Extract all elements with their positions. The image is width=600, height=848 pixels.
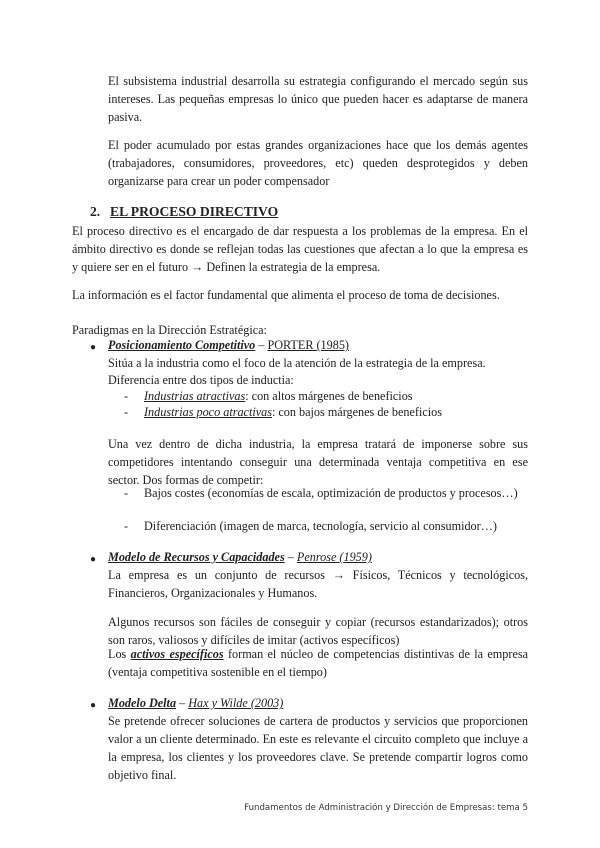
delta-paragraph-1: Se pretende ofrecer soluciones de cartera de productos y servicios que proporcionen valor a un cliente determinado. En este es relevante el circuito completo que incluye a la empresa, los clientes y los proveedores clave. Se pretende compartir logros como objetivo final. bbox=[108, 714, 528, 782]
dash-icon: - bbox=[124, 519, 129, 533]
intro-paragraph-1: El subsistema industrial desarrolla su estrategia configurando el mercado según sus intereses. Las pequeñas empresas lo único que pueden hacer es adaptarse de manera pasiva. bbox=[108, 74, 528, 124]
section-paragraph-1: El proceso directivo es el encargado de dar respuesta a los problemas de la empresa. En el ámbito directivo es donde se reflejan todas las cuestiones que afectan a lo que la empresa es y quiere ser en el futuro → Definen la estrategia de la empresa. bbox=[72, 224, 528, 274]
bullet-icon: ● bbox=[90, 700, 97, 711]
section-heading bbox=[90, 203, 278, 221]
industry-term-2: Industrias poco atractivas bbox=[144, 405, 272, 419]
intro-paragraph-2: El poder acumulado por estas grandes organizaciones hace que los demás agentes (trabajadores, consumidores, proveedores, etc) queden desprotegidos y deben organizarse para crear un poder compensador bbox=[108, 138, 528, 188]
section-number: 2. bbox=[90, 204, 101, 219]
porter-heading bbox=[108, 336, 528, 354]
industry-term-1: Industrias atractivas bbox=[144, 389, 246, 403]
resources-term: activos específicos bbox=[130, 647, 224, 661]
porter-title: Posicionamiento Competitivo bbox=[108, 338, 256, 352]
porter-line-1: Sitúa a la industria como el foco de la atención de la estrategia de la empresa. bbox=[108, 356, 486, 370]
porter-paragraph-2: Una vez dentro de dicha industria, la empresa tratará de imponerse sobre sus competidores intentando conseguir una determinada ventaja competitiva en ese sector. Dos formas de competir: bbox=[108, 437, 528, 487]
delta-author: Hax y Wilde (2003) bbox=[188, 696, 284, 710]
paradigms-intro: Paradigmas en la Dirección Estratégica: bbox=[72, 323, 267, 337]
resources-p3-rest: forman el núcleo de competencias distintivas de la empresa (ventaja competitiva sostenible en el tiempo) bbox=[108, 647, 529, 679]
resources-title: Modelo de Recursos y Capacidades bbox=[108, 550, 285, 564]
dash-icon: - bbox=[124, 389, 129, 403]
resources-paragraph-2: Algunos recursos son fáciles de conseguir y copiar (recursos estandarizados); otros son raros, valiosos y difíciles de imitar (activos específicos) bbox=[108, 615, 528, 647]
bullet-icon: ● bbox=[90, 342, 97, 353]
resources-heading bbox=[108, 548, 528, 566]
resources-author: Penrose (1959) bbox=[296, 550, 372, 564]
delta-sep: – bbox=[176, 696, 189, 710]
compete-item-1: Bajos costes (economías de escala, optimización de productos y procesos…) bbox=[144, 486, 518, 500]
resources-paragraph-1: La empresa es un conjunto de recursos → Físicos, Técnicos y tecnológicos, Financieros, Organizacionales y Humanos. bbox=[108, 568, 528, 600]
compete-item-2: Diferenciación (imagen de marca, tecnología, servicio al consumidor…) bbox=[144, 519, 497, 533]
porter-author: PORTER (1985) bbox=[267, 338, 349, 352]
resources-paragraph-3 bbox=[108, 645, 528, 681]
industry-rest-1: : con altos márgenes de beneficios bbox=[245, 389, 413, 403]
section-paragraph-2: La información es el factor fundamental que alimenta el proceso de toma de decisiones. bbox=[72, 288, 500, 302]
dash-icon: - bbox=[124, 405, 129, 419]
page-footer: Fundamentos de Administración y Dirección de Empresas: tema 5 bbox=[244, 803, 528, 813]
resources-sep: – bbox=[284, 550, 297, 564]
porter-sep: – bbox=[255, 338, 268, 352]
dash-icon: - bbox=[124, 486, 129, 500]
industry-rest-2: : con bajos márgenes de beneficios bbox=[271, 405, 442, 419]
section-title: EL PROCESO DIRECTIVO bbox=[110, 204, 279, 219]
delta-heading bbox=[108, 694, 528, 712]
resources-p3-pre: Los bbox=[108, 647, 131, 661]
delta-title: Modelo Delta bbox=[108, 696, 177, 710]
porter-line-2: Diferencia entre dos tipos de inductia: bbox=[108, 373, 294, 387]
industry-item-2 bbox=[144, 403, 528, 421]
bullet-icon: ● bbox=[90, 554, 97, 565]
